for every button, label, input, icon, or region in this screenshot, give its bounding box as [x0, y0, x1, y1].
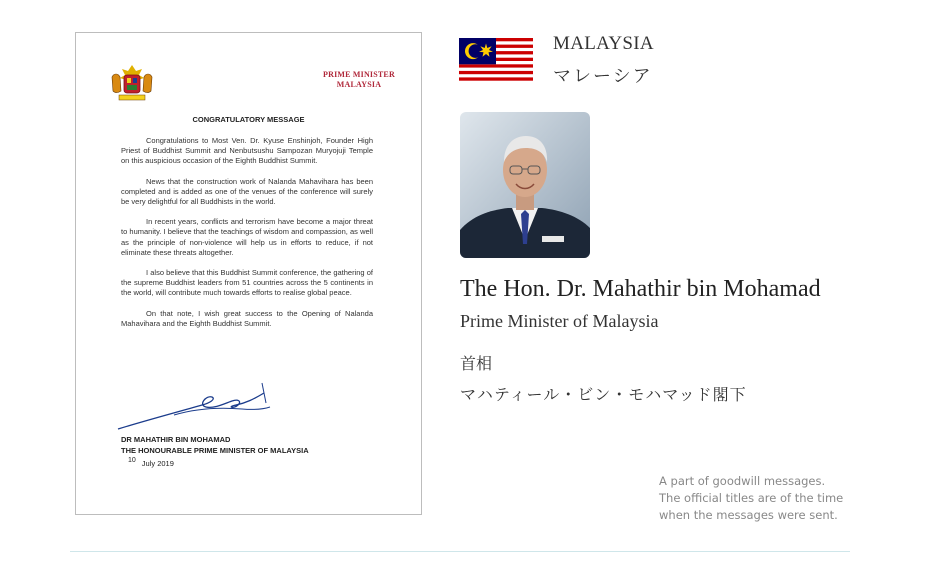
office-letterhead [314, 70, 404, 90]
date-month-year: July 2019 [141, 459, 174, 468]
note-line-3: when the messages were sent. [659, 508, 838, 522]
office-line-1: PRIME MINISTER [323, 70, 395, 79]
person-title-japanese: 首相 [460, 354, 493, 373]
letter-title: CONGRATULATORY MESSAGE [192, 115, 305, 124]
person-name-english: The Hon. Dr. Mahathir bin Mohamad [460, 276, 821, 302]
country-name-english: MALAYSIA [553, 33, 654, 54]
signer-name: DR MAHATHIR BIN MOHAMAD [121, 435, 231, 444]
portrait-photo [460, 112, 590, 258]
letter-paragraph: Congratulations to Most Ven. Dr. Kyuse Enshinjoh, Founder High Priest of Buddhist Summit and Nenbutsushu Sampozan Muryojuji Temple on this auspicious occasion of the Eighth Buddhist Summit. [121, 136, 373, 166]
letter-paragraph: News that the construction work of Nalanda Mahavihara has been completed and is added as one of the venues of the conference will surely be very delightful for all Buddhists in the world. [121, 176, 373, 207]
letter-date [128, 457, 174, 468]
person-title-english: Prime Minister of Malaysia [460, 311, 659, 331]
letter-body [121, 136, 373, 339]
note-line-2: The official titles are of the time [659, 491, 844, 505]
disclaimer-note [659, 473, 859, 524]
letter-paragraph: On that note, I wish great success to the Opening of Nalanda Mahavihara and the Eighth Buddhist Summit. [121, 308, 373, 328]
note-line-1: A part of goodwill messages. [659, 474, 826, 488]
handwritten-signature [114, 379, 274, 439]
country-name-japanese: マレーシア [553, 66, 653, 87]
office-line-2: MALAYSIA [336, 80, 382, 89]
malaysia-coat-of-arms-icon [106, 61, 158, 103]
date-day: 10 [128, 457, 136, 464]
letter-paragraph: In recent years, conflicts and terrorism have become a major threat to humanity. I believe that the teachings of wisdom and compassion, as well as the principle of non-violence will help us in efforts to reduce, if not eliminate these threats altogether. [121, 217, 373, 257]
signer-block [121, 435, 309, 456]
person-name-japanese: マハティール・ビン・モハマッド閣下 [460, 385, 747, 404]
congratulatory-letter [75, 32, 422, 515]
letter-paragraph: I also believe that this Buddhist Summit conference, the gathering of the supreme Buddhist leaders from 51 countries across the 5 continents in the world, will contribute much towards efforts to realise global peace. [121, 268, 373, 298]
signer-title: THE HONOURABLE PRIME MINISTER OF MALAYSIA [121, 445, 309, 455]
divider-line [70, 551, 850, 552]
malaysia-flag-icon [459, 38, 533, 84]
